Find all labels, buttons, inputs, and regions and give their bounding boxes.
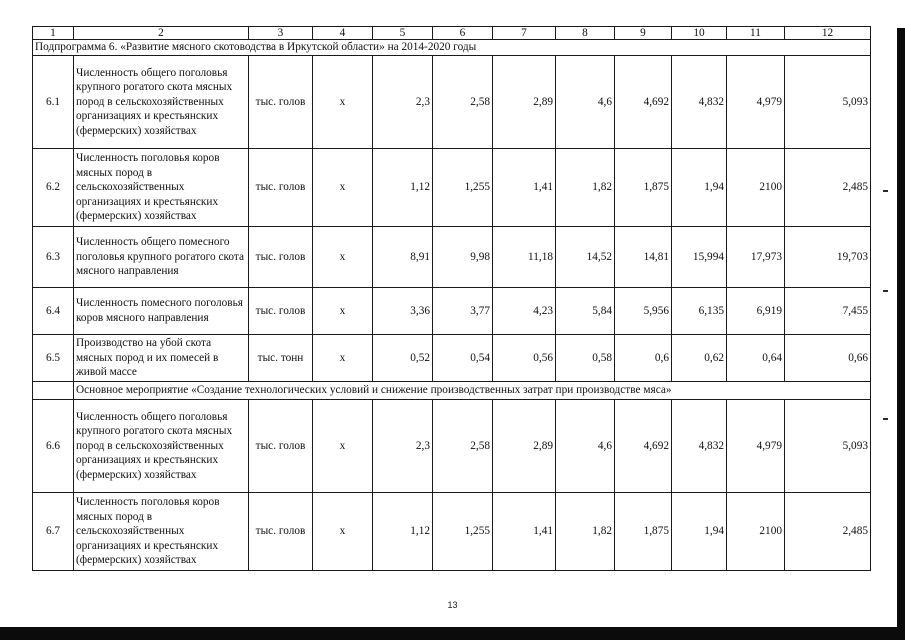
row-unit: тыс. голов [249, 288, 313, 335]
page-number: 13 [447, 600, 458, 610]
row-value: 0,62 [672, 335, 727, 382]
row-base: х [313, 335, 373, 382]
row-value: 8,91 [373, 227, 433, 288]
column-number: 6 [433, 27, 493, 40]
row-value: 7,455 [785, 288, 871, 335]
row-value: 17,973 [727, 227, 785, 288]
row-value: 2,89 [493, 400, 556, 493]
row-value: 2,89 [493, 56, 556, 149]
row-value: 3,77 [433, 288, 493, 335]
scan-edge-right [897, 0, 905, 640]
row-unit: тыс. голов [249, 149, 313, 227]
subprogram-row [33, 40, 871, 56]
scan-edge-gap [897, 0, 905, 28]
column-number: 3 [249, 27, 313, 40]
row-value: 1,41 [493, 149, 556, 227]
row-value: 5,956 [615, 288, 672, 335]
row-base: х [313, 56, 373, 149]
row-value: 19,703 [785, 227, 871, 288]
table-row [33, 493, 871, 571]
row-value: 2,58 [433, 400, 493, 493]
column-number: 9 [615, 27, 672, 40]
row-description: Численность общего поголовья крупного рогатого скота мясных пород в сельскохозяйственных организациях и крестьянских (фермерских) хозяйствах [74, 56, 249, 149]
column-number: 4 [313, 27, 373, 40]
row-number: 6.4 [33, 288, 74, 335]
scan-edge-bottom [0, 627, 905, 640]
row-value: 1,82 [556, 149, 615, 227]
row-value: 11,18 [493, 227, 556, 288]
row-value: 4,832 [672, 400, 727, 493]
row-value: 4,979 [727, 56, 785, 149]
row-value: 1,82 [556, 493, 615, 571]
row-description: Производство на убой скота мясных пород и их помесей в живой массе [74, 335, 249, 382]
row-value: 1,255 [433, 149, 493, 227]
table-row [33, 335, 871, 382]
main-activity-row [33, 382, 871, 400]
row-value: 2,485 [785, 149, 871, 227]
row-value: 0,66 [785, 335, 871, 382]
row-value: 15,994 [672, 227, 727, 288]
row-description: Численность поголовья коров мясных пород в сельскохозяйственных организациях и крестьянских (фермерских) хозяйствах [74, 149, 249, 227]
row-value: 9,98 [433, 227, 493, 288]
table-row [33, 149, 871, 227]
row-value: 1,255 [433, 493, 493, 571]
row-number: 6.2 [33, 149, 74, 227]
indicators-table [32, 26, 871, 571]
table-row [33, 400, 871, 493]
row-value: 3,36 [373, 288, 433, 335]
row-value: 1,94 [672, 493, 727, 571]
column-number: 1 [33, 27, 74, 40]
row-base: х [313, 288, 373, 335]
row-unit: тыс. голов [249, 400, 313, 493]
row-value: 1,875 [615, 493, 672, 571]
row-value: 2,58 [433, 56, 493, 149]
table-row [33, 227, 871, 288]
row-value: 1,94 [672, 149, 727, 227]
row-value: 2100 [727, 493, 785, 571]
row-value: 4,979 [727, 400, 785, 493]
row-value: 2,485 [785, 493, 871, 571]
row-value: 5,84 [556, 288, 615, 335]
row-value: 4,6 [556, 400, 615, 493]
row-description: Численность поголовья коров мясных пород в сельскохозяйственных организациях и крестьянских (фермерских) хозяйствах [74, 493, 249, 571]
row-value: 4,6 [556, 56, 615, 149]
column-number: 8 [556, 27, 615, 40]
row-value: 4,692 [615, 56, 672, 149]
row-value: 4,832 [672, 56, 727, 149]
row-unit: тыс. тонн [249, 335, 313, 382]
column-number: 10 [672, 27, 727, 40]
column-number: 2 [74, 27, 249, 40]
column-number: 5 [373, 27, 433, 40]
column-number: 7 [493, 27, 556, 40]
table-row [33, 288, 871, 335]
subprogram-title: Подпрограмма 6. «Развитие мясного скотоводства в Иркутской области» на 2014-2020 годы [33, 40, 871, 56]
scan-artifact [883, 418, 888, 420]
row-value: 0,58 [556, 335, 615, 382]
row-number: 6.5 [33, 335, 74, 382]
row-value: 0,64 [727, 335, 785, 382]
row-value: 0,56 [493, 335, 556, 382]
row-description: Численность общего поголовья крупного рогатого скота мясных пород в сельскохозяйственных организациях и крестьянских (фермерских) хозяйствах [74, 400, 249, 493]
blank-cell [33, 382, 74, 400]
row-value: 14,81 [615, 227, 672, 288]
column-number: 12 [785, 27, 871, 40]
row-value: 5,093 [785, 56, 871, 149]
row-value: 1,12 [373, 149, 433, 227]
row-value: 4,692 [615, 400, 672, 493]
row-unit: тыс. голов [249, 56, 313, 149]
row-number: 6.3 [33, 227, 74, 288]
scan-artifact [883, 290, 888, 292]
row-description: Численность помесного поголовья коров мясного направления [74, 288, 249, 335]
row-value: 1,41 [493, 493, 556, 571]
row-value: 0,54 [433, 335, 493, 382]
row-base: х [313, 493, 373, 571]
scan-artifact [883, 190, 888, 192]
row-number: 6.7 [33, 493, 74, 571]
main-activity-title: Основное мероприятие «Создание технологических условий и снижение производственных затрат при производстве мяса» [74, 382, 871, 400]
row-base: х [313, 149, 373, 227]
row-unit: тыс. голов [249, 493, 313, 571]
row-number: 6.6 [33, 400, 74, 493]
row-value: 6,919 [727, 288, 785, 335]
row-value: 6,135 [672, 288, 727, 335]
row-number: 6.1 [33, 56, 74, 149]
row-value: 1,875 [615, 149, 672, 227]
row-value: 14,52 [556, 227, 615, 288]
row-base: х [313, 227, 373, 288]
row-description: Численность общего помесного поголовья крупного рогатого скота мясного направления [74, 227, 249, 288]
row-value: 2,3 [373, 400, 433, 493]
row-unit: тыс. голов [249, 227, 313, 288]
table-row [33, 56, 871, 149]
row-value: 2,3 [373, 56, 433, 149]
row-value: 0,52 [373, 335, 433, 382]
column-number-row [33, 27, 871, 40]
row-value: 2100 [727, 149, 785, 227]
column-number: 11 [727, 27, 785, 40]
row-value: 1,12 [373, 493, 433, 571]
row-value: 0,6 [615, 335, 672, 382]
row-value: 4,23 [493, 288, 556, 335]
row-value: 5,093 [785, 400, 871, 493]
row-base: х [313, 400, 373, 493]
